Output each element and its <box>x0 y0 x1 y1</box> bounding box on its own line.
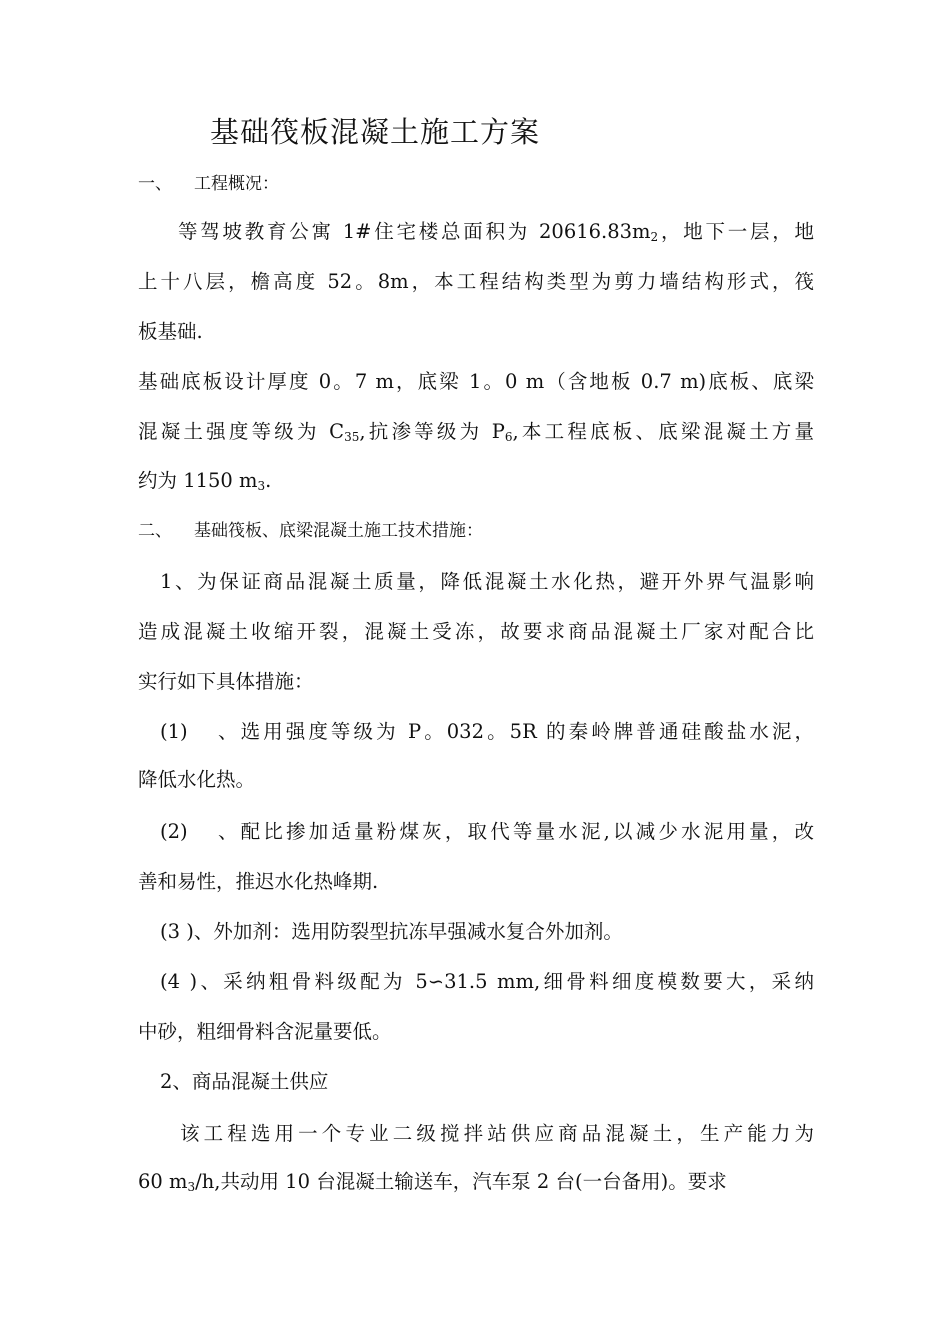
sub-item-4-line-2: 中砂，粗细骨料含泥量要低。 <box>138 1020 392 1043</box>
section-1-number: 一、 <box>138 174 172 194</box>
sub-item-1-number: (1) <box>160 720 188 743</box>
section-2-number: 二、 <box>138 521 172 541</box>
sub-item-2-line-1: (2) 、配比掺加适量粉煤灰，取代等量水泥,以减少水泥用量，改 <box>160 818 814 846</box>
sub-item-2-number: (2) <box>160 820 188 843</box>
sub-item-1-line-1: (1) 、选用强度等级为 P。032。5R 的秦岭牌普通硅酸盐水泥， <box>160 718 814 746</box>
document-title: 基础筏板混凝土施工方案 <box>210 115 541 149</box>
sub-item-2-line-2: 善和易性，推迟水化热峰期. <box>138 870 379 893</box>
paragraph-1-line-1: 等驾坡教育公寓 1#住宅楼总面积为 $20616.83m_2$，地下一层，地 <box>178 220 814 244</box>
item-2-line-1: 该工程选用一个专业二级搅拌站供应商品混凝土，生产能力为 <box>180 1122 814 1145</box>
paragraph-2-line-2: 混凝土强度等级为 $C_{35}$,抗渗等级为 $P_6$,本工程底板、底梁混凝土方量 <box>138 420 815 444</box>
paragraph-2-line-3: 约为 1150 $m_3$. <box>138 469 272 493</box>
section-2-heading <box>138 517 814 545</box>
section-2-title: 基础筏板、底梁混凝土施工技术措施： <box>194 521 483 541</box>
section-1-heading <box>138 170 814 198</box>
sub-item-4-line-1: (4 )、采纳粗骨料级配为 5∽31.5 mm,细骨料细度模数要大，采纳 <box>160 970 814 993</box>
paragraph-2-line-1: 基础底板设计厚度 0。7 m，底梁 1。0 m（含地板 0.7 m)底板、底梁 <box>138 370 814 393</box>
paragraph-1-line-2: 上十八层，檐高度 52。8m，本工程结构类型为剪力墙结构形式，筏 <box>138 270 814 293</box>
sub-item-3: (3 )、外加剂：选用防裂型抗冻早强减水复合外加剂。 <box>160 920 623 943</box>
item-1-line-1: 1、为保证商品混凝土质量，降低混凝土水化热，避开外界气温影响 <box>160 570 814 593</box>
item-1-line-3: 实行如下具体措施： <box>138 670 314 693</box>
item-2-heading: 2、商品混凝土供应 <box>160 1070 329 1093</box>
paragraph-1-line-3: 板基础. <box>138 320 203 343</box>
section-1-title: 工程概况： <box>194 174 279 194</box>
item-2-line-2: 60 $m_3/h$,共动用 10 台混凝土输送车，汽车泵 2 台(一台备用)。要求 <box>138 1170 727 1194</box>
sub-item-1-line-2: 降低水化热。 <box>138 768 256 791</box>
item-1-line-2: 造成混凝土收缩开裂，混凝土受冻，故要求商品混凝土厂家对配合比 <box>138 620 814 643</box>
